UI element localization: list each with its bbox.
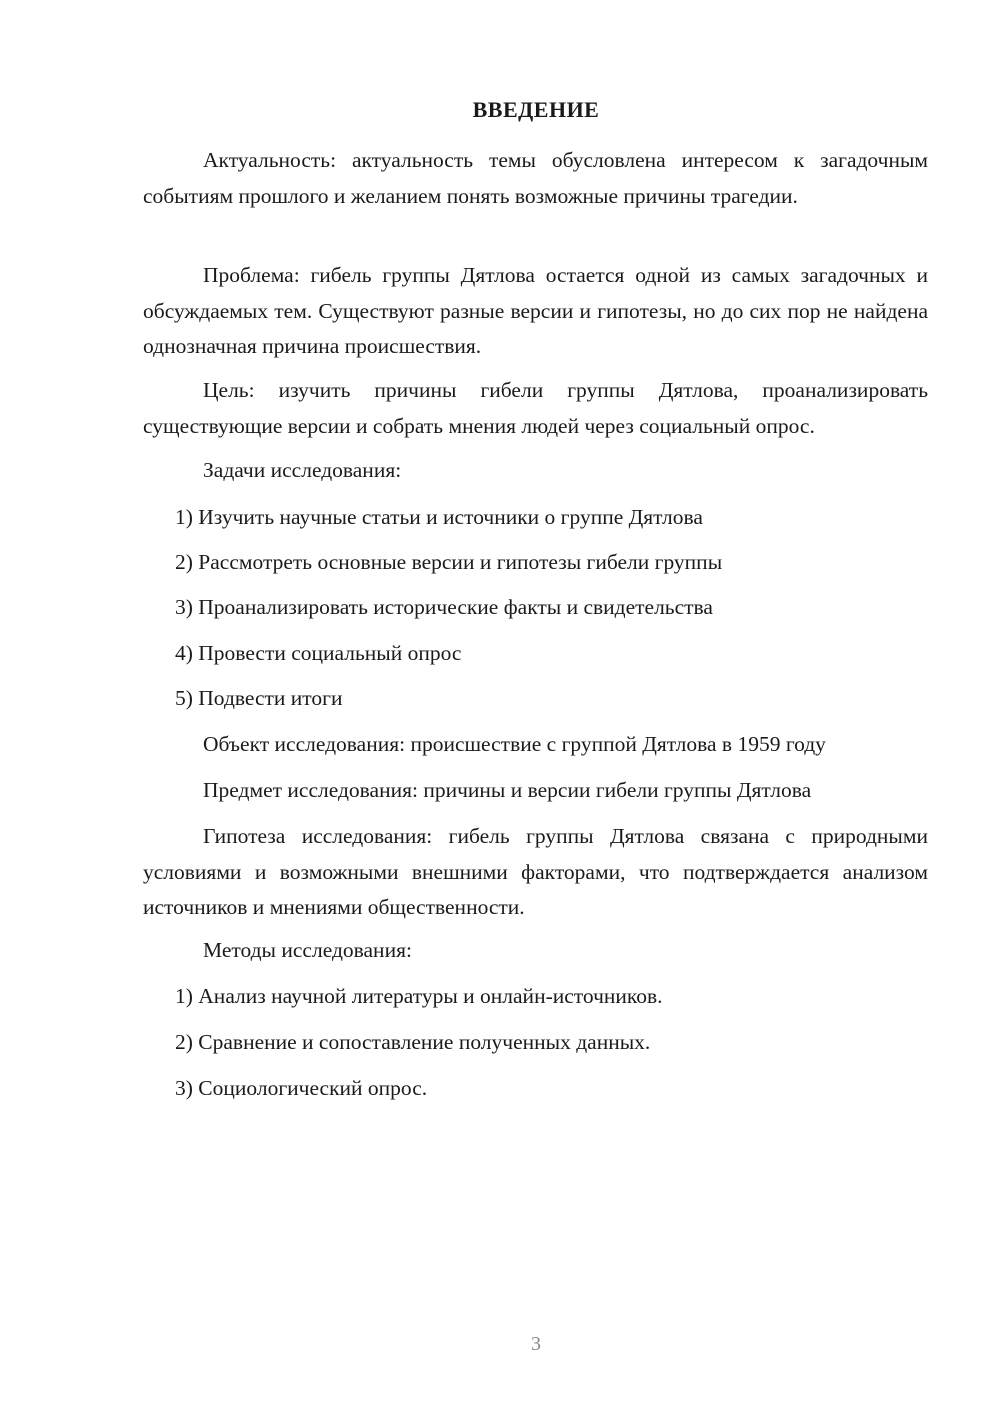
task-item: 4) Провести социальный опрос bbox=[175, 641, 462, 665]
tasks-title: Задачи исследования: bbox=[203, 458, 402, 482]
problem-paragraph: Проблема: гибель группы Дятлова остается одной из самых загадочных и обсуждаемых тем. Существуют разные версии и гипотезы, но до сих пор не найдена однозначная причина происшествия. bbox=[143, 263, 928, 358]
task-item: 1) Изучить научные статьи и источники о группе Дятлова bbox=[175, 505, 703, 529]
task-item: 2) Рассмотреть основные версии и гипотезы гибели группы bbox=[175, 550, 723, 574]
research-object: Объект исследования: происшествие с группой Дятлова в 1959 году bbox=[203, 732, 826, 756]
goal-paragraph: Цель: изучить причины гибели группы Дятлова, проанализировать существующие версии и собрать мнения людей через социальный опрос. bbox=[143, 378, 928, 438]
task-item: 5) Подвести итоги bbox=[175, 686, 343, 710]
task-item: 3) Проанализировать исторические факты и свидетельства bbox=[175, 595, 713, 619]
method-item: 3) Социологический опрос. bbox=[175, 1076, 428, 1100]
relevance-paragraph: Актуальность: актуальность темы обусловлена интересом к загадочным событиям прошлого и желанием понять возможные причины трагедии. bbox=[143, 148, 928, 208]
page-number: 3 bbox=[531, 1333, 541, 1355]
hypothesis-paragraph: Гипотеза исследования: гибель группы Дятлова связана с природными условиями и возможными внешними факторами, что подтверждается анализом источников и мнениями общественности. bbox=[143, 824, 928, 919]
research-subject: Предмет исследования: причины и версии гибели группы Дятлова bbox=[203, 778, 812, 802]
section-heading: ВВЕДЕНИЕ bbox=[472, 97, 600, 122]
method-item: 1) Анализ научной литературы и онлайн-источников. bbox=[175, 984, 663, 1008]
method-item: 2) Сравнение и сопоставление полученных данных. bbox=[175, 1030, 651, 1054]
methods-title: Методы исследования: bbox=[203, 938, 412, 962]
